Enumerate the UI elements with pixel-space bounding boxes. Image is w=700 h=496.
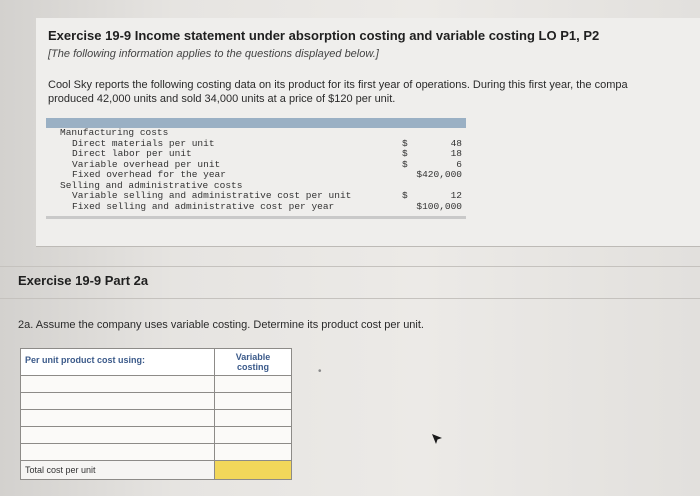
cost-item-label: Fixed selling and administrative cost per year [72, 200, 335, 212]
currency-symbol: $ [402, 148, 408, 159]
cost-item-value: $420,000 [416, 169, 462, 180]
cost-item-label: Direct materials per unit [72, 137, 215, 149]
cost-item-value: 18 [450, 148, 462, 159]
question-text: 2a. Assume the company uses variable costing. Determine its product cost per unit. [18, 319, 424, 331]
costing-table-footer-bar [46, 216, 466, 219]
cost-item-label: Fixed overhead for the year [72, 169, 226, 180]
cost-item-input[interactable] [21, 444, 215, 461]
total-cost-cell[interactable] [215, 461, 292, 480]
cost-item-value: 48 [450, 137, 462, 149]
costing-data-table [46, 118, 466, 219]
cost-item-value: 12 [450, 190, 462, 201]
exercise-intro [48, 78, 700, 106]
answer-input-row[interactable] [21, 393, 292, 410]
cost-amount-input[interactable] [215, 444, 292, 461]
cost-amount-input[interactable] [215, 427, 292, 444]
answer-input-row[interactable] [21, 376, 292, 393]
currency-symbol: $ [402, 158, 408, 170]
cost-item-label: Direct labor per unit [72, 148, 192, 159]
cost-item-label: Selling and administrative costs [60, 179, 243, 191]
cost-amount-input[interactable] [215, 393, 292, 410]
costing-table-row [46, 170, 466, 181]
answer-input-row[interactable] [21, 427, 292, 444]
cost-item-label: Manufacturing costs [60, 127, 169, 138]
cost-item-input[interactable] [21, 393, 215, 410]
text-cursor-mark: • [318, 366, 322, 377]
answer-input-row[interactable] [21, 410, 292, 427]
total-cost-label: Total cost per unit [21, 461, 215, 480]
cost-item-label: Variable overhead per unit [72, 158, 221, 170]
costing-table-row [46, 149, 466, 160]
intro-line-1: Cool Sky reports the following costing data on its product for its first year of operations. During this first year, the compa [48, 79, 628, 91]
mouse-pointer-icon [430, 432, 444, 446]
answer-total-row [21, 461, 292, 480]
costing-table-row [46, 191, 466, 202]
intro-line-2: produced 42,000 units and sold 34,000 units at a price of $120 per unit. [48, 93, 396, 105]
variable-costing-header: Variable costing [235, 352, 271, 372]
cost-amount-input[interactable] [215, 410, 292, 427]
part-title: Exercise 19-9 Part 2a [18, 273, 149, 288]
exercise-title: Exercise 19-9 Income statement under absorption costing and variable costing LO P1, P2 [48, 28, 600, 43]
section-divider [0, 266, 700, 267]
currency-symbol: $ [402, 137, 408, 149]
currency-symbol: $ [402, 190, 408, 201]
cost-item-input[interactable] [21, 376, 215, 393]
costing-table-row [46, 202, 466, 213]
section-divider [0, 298, 700, 299]
cost-amount-input[interactable] [215, 376, 292, 393]
costing-table-rows [46, 128, 466, 212]
answer-table [20, 348, 292, 480]
cost-item-input[interactable] [21, 427, 215, 444]
cost-item-label: Variable selling and administrative cost per unit [72, 190, 352, 201]
answer-header-label: Per unit product cost using: [21, 349, 215, 376]
answer-header-column [215, 349, 292, 376]
cost-item-value: $100,000 [416, 200, 462, 212]
answer-header-row [21, 349, 292, 376]
costing-table-row [46, 128, 466, 139]
answer-input-row[interactable] [21, 444, 292, 461]
exercise-subtitle: [The following information applies to the questions displayed below.] [48, 48, 379, 60]
cost-item-value: 6 [456, 158, 462, 170]
cost-item-input[interactable] [21, 410, 215, 427]
